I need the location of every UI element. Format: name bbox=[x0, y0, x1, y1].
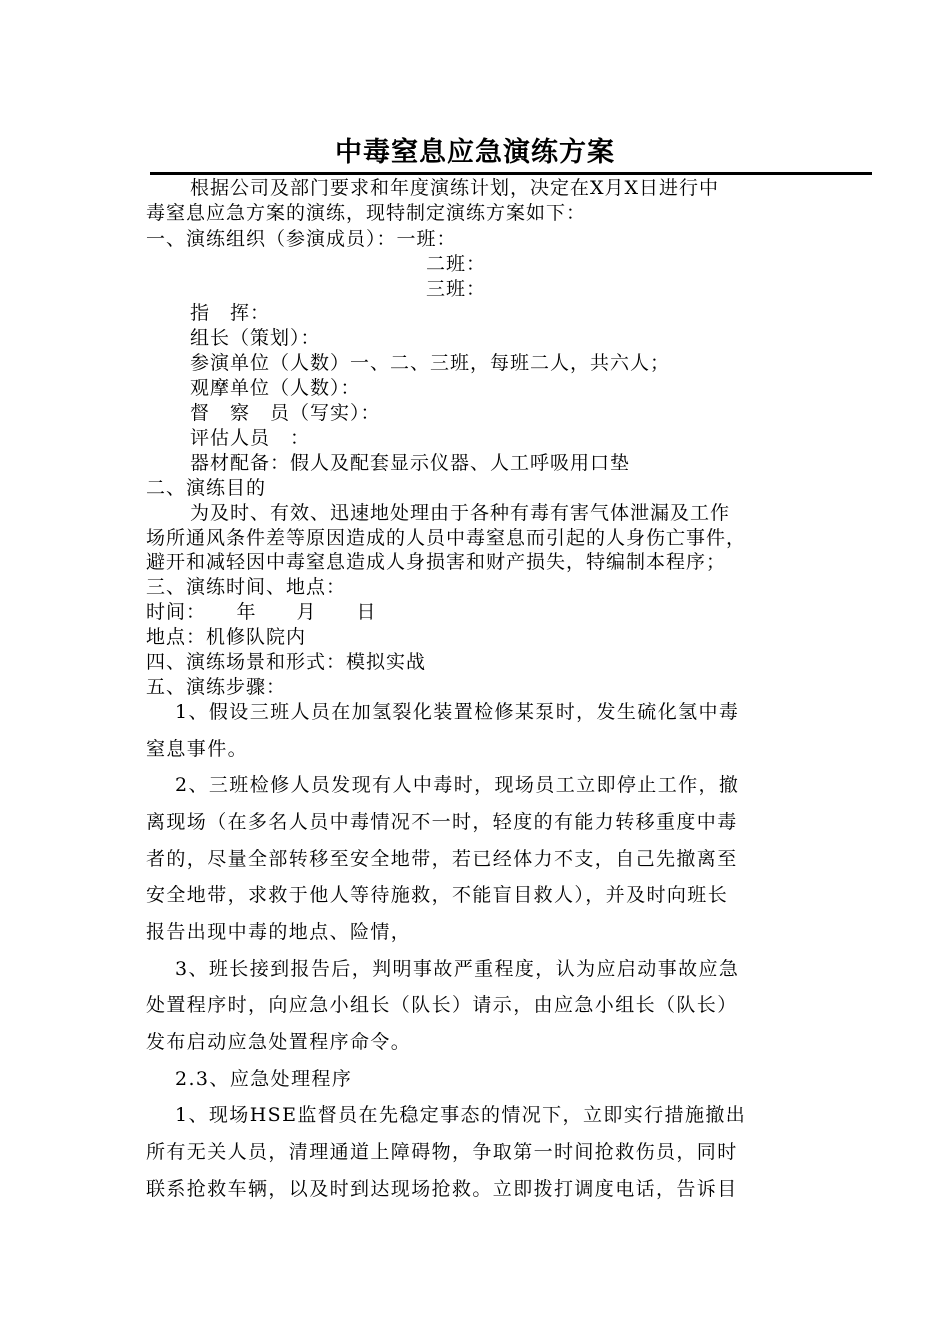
subsection-heading: 2.3、应急处理程序 bbox=[175, 1068, 353, 1090]
section-heading: 四、演练场景和形式：模拟实战 bbox=[146, 651, 427, 673]
paragraph-line: 观摩单位（人数）： bbox=[190, 377, 361, 399]
paragraph-line: 为及时、有效、迅速地处理由于各种有毒有害气体泄漏及工作 bbox=[190, 502, 731, 524]
paragraph-line: 所有无关人员，清理通道上障碍物，争取第一时间抢救伤员，同时 bbox=[146, 1141, 738, 1163]
paragraph-line: 离现场（在多名人员中毒情况不一时，轻度的有能力转移重度中毒 bbox=[146, 811, 738, 833]
paragraph-line: 督 察 员（写实）： bbox=[190, 402, 381, 424]
paragraph-line: 组长（策划）： bbox=[190, 327, 321, 349]
paragraph-line: 2、三班检修人员发现有人中毒时，现场员工立即停止工作，撤 bbox=[175, 774, 740, 796]
section-heading: 一、演练组织（参演成员）：一班： bbox=[146, 228, 457, 250]
paragraph-line: 二班： bbox=[426, 253, 487, 275]
paragraph-line: 毒窒息应急方案的演练，现特制定演练方案如下： bbox=[146, 202, 587, 224]
section-heading: 二、演练目的 bbox=[146, 477, 267, 499]
paragraph-line: 处置程序时，向应急小组长（队长）请示，由应急小组长（队长） bbox=[146, 994, 738, 1016]
paragraph-line: 安全地带，求救于他人等待施救，不能盲目救人），并及时向班长 bbox=[146, 884, 729, 906]
paragraph-line: 地点：机修队院内 bbox=[146, 626, 307, 648]
paragraph-line: 指 挥： bbox=[190, 302, 271, 324]
paragraph-line: 窒息事件。 bbox=[146, 738, 249, 760]
paragraph-line: 联系抢救车辆，以及时到达现场抢救。立即拨打调度电话，告诉目 bbox=[146, 1178, 738, 1200]
title-underline bbox=[150, 172, 872, 175]
paragraph-line: 参演单位（人数）一、二、三班，每班二人，共六人； bbox=[190, 352, 671, 374]
paragraph-line: 者的，尽量全部转移至安全地带，若已经体力不支，自己先撤离至 bbox=[146, 848, 738, 870]
paragraph-line: 根据公司及部门要求和年度演练计划，决定在X月X日进行中 bbox=[190, 177, 720, 199]
paragraph-line: 1、假设三班人员在加氢裂化装置检修某泵时，发生硫化氢中毒 bbox=[175, 701, 740, 723]
section-heading: 五、演练步骤： bbox=[146, 676, 287, 698]
paragraph-line: 时间： 年 月 日 bbox=[146, 601, 377, 623]
paragraph-line: 发布启动应急处置程序命令。 bbox=[146, 1031, 412, 1053]
paragraph-line: 器材配备：假人及配套显示仪器、人工呼吸用口垫 bbox=[190, 452, 631, 474]
document-title: 中毒窒息应急演练方案 bbox=[335, 137, 615, 168]
paragraph-line: 报告出现中毒的地点、险情， bbox=[146, 921, 412, 943]
paragraph-line: 避开和减轻因中毒窒息造成人身损害和财产损失，特编制本程序； bbox=[146, 551, 727, 573]
paragraph-line: 3、班长接到报告后，判明事故严重程度，认为应启动事故应急 bbox=[175, 958, 740, 980]
paragraph-line: 三班： bbox=[426, 278, 487, 300]
paragraph-line: 1、现场HSE监督员在先稳定事态的情况下，立即实行措施撤出 bbox=[175, 1104, 747, 1126]
paragraph-line: 场所通风条件差等原因造成的人员中毒窒息而引起的人身伤亡事件， bbox=[146, 527, 747, 549]
section-heading: 三、演练时间、地点： bbox=[146, 576, 347, 598]
paragraph-line: 评估人员 ： bbox=[190, 427, 311, 449]
